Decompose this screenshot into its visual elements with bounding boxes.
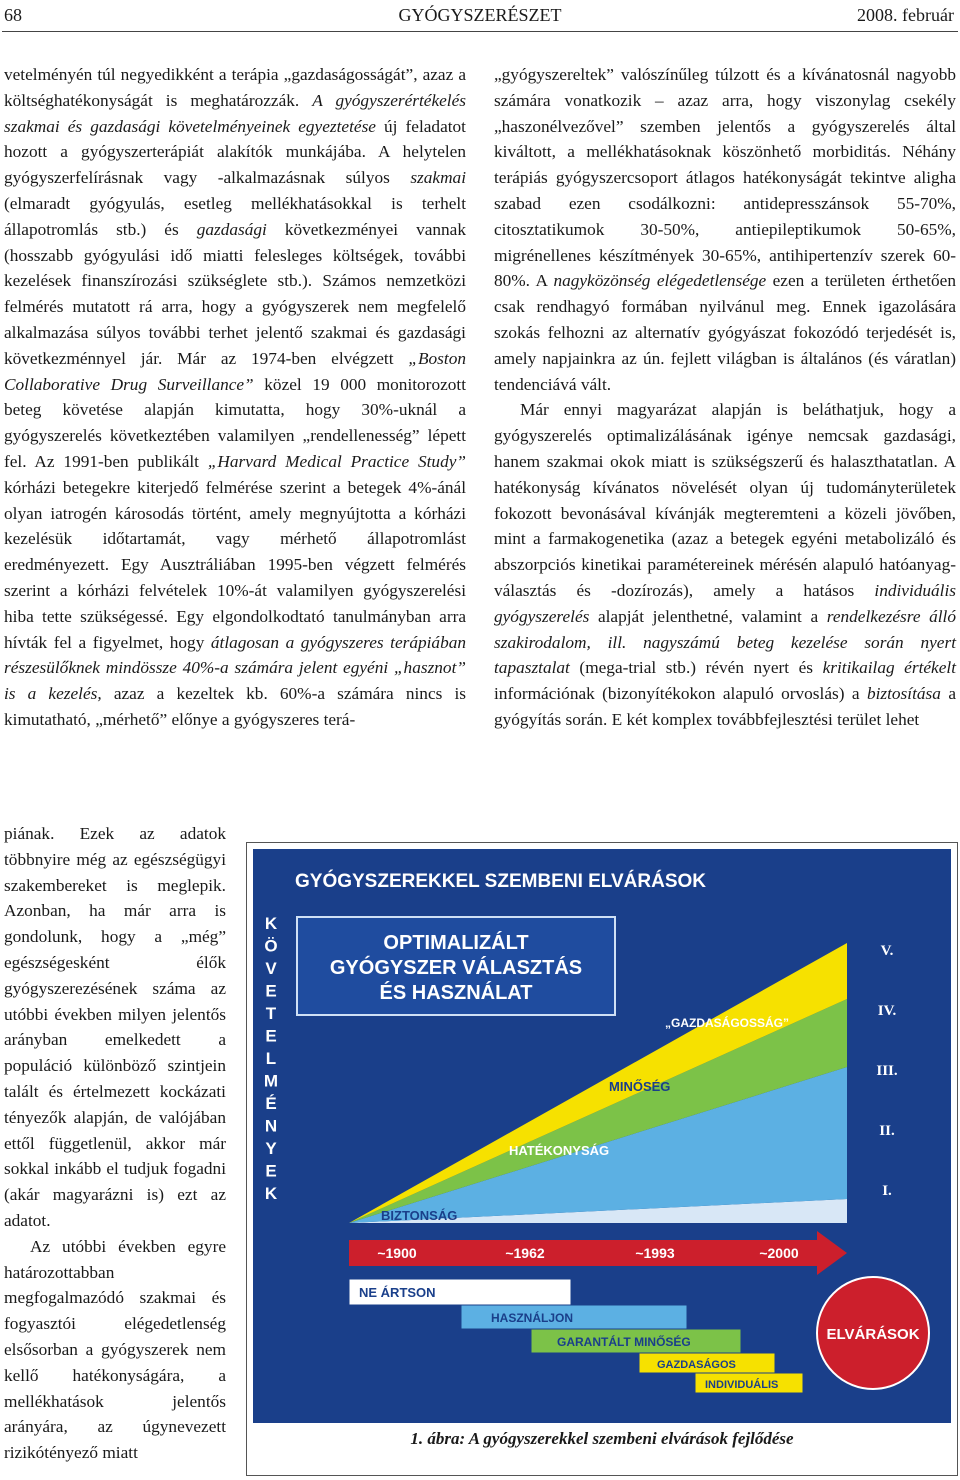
text-run: ezen a területen érthetően csak rendhagyó formában nyilvánul meg. Ennek igazolására szokás felhozni az alternatív gyógyászat fokozódó terjedését is, amely napjainkra az ún. fejlett világban is általános (és váratlan) tendenciává vált. (494, 271, 956, 394)
figure-caption: 1. ábra: A gyógyszerekkel szembeni elvárások fejlődése (410, 1429, 794, 1448)
side-label-letter: T (265, 1004, 277, 1023)
step-label-gazdasagos: GAZDASÁGOS (657, 1359, 736, 1371)
journal-title: GYÓGYSZERÉSZET (398, 5, 562, 25)
top-box-line-2: GYÓGYSZER VÁLASZTÁS (329, 957, 583, 979)
italic-text-run: biztosítása (866, 684, 941, 704)
side-label-letter: L (265, 1049, 277, 1068)
level-v: V. (880, 943, 894, 959)
text-run: alapját jelenthetné, valamint a (589, 606, 827, 626)
text-run: azaz a kezeltek kb. 60%-a számára nincs is kimutatható, „mérhető” előnye a gyógyszeres terá- (4, 684, 467, 729)
text-run: a gyógyítás során. E két komplex továbbfejlesztési terület lehet (494, 684, 956, 729)
italic-text-run: gazdasági (196, 219, 267, 239)
header-rule (2, 31, 958, 32)
italic-text-run: kritikailag értékelt (822, 658, 956, 678)
figure-title: GYÓGYSZEREKKEL SZEMBENI ELVÁRÁSOK (295, 871, 707, 892)
top-box-line-1: OPTIMALIZÁLT (383, 932, 529, 954)
italic-text-run: individuális gyógyszerelés (494, 580, 956, 626)
expectations-label: ELVÁRÁSOK (826, 1326, 920, 1343)
step-label-garantalt-minoseg: GARANTÁLT MINŐSÉG (557, 1335, 691, 1349)
side-label-letter: K (264, 1184, 278, 1203)
left-paragraph-1 (4, 62, 466, 733)
top-box-line-3: ÉS HASZNÁLAT (379, 982, 533, 1004)
text-run: információnak (bizonyítékokon alapuló orvoslás) a (494, 684, 867, 704)
right-paragraph-1 (494, 62, 956, 397)
text-run: (mega-trial stb.) révén nyert és (569, 658, 823, 678)
page-number: 68 (4, 5, 22, 25)
era-1962: ~1962 (505, 1245, 545, 1261)
band-label-gazdasagossag: „GAZDASÁGOSSÁG” (665, 1016, 790, 1030)
italic-text-run: A gyógyszerértékelés szakmai és gazdasági követelményeinek egyeztetése (4, 90, 466, 136)
side-label-letter: M (263, 1071, 279, 1091)
text-run: Már ennyi magyarázat alapján is beláthatjuk, hogy a gyógyszerelés optimalizálásának igénye nemcsak gazdasági, hanem szakmai okok miatt is szükségszerű és halaszthatatlan. A hatékonyság kívánatos növelését olyan új tudományterületek fokozott bevonásával kívánják megteremteni a közeli jövőben, mint a farmakogenetika (azaz a betegek egyéni metabolizáló és abszorpciós kinetikai paramétereinek mérésén alapuló hatóanyag-választás és -dozírozás), amely a hatásos (494, 400, 956, 600)
side-label-letter: K (264, 914, 278, 933)
narrow-paragraph-2: Az utóbbi években egyre határozottabban megfogalmazódó szakmai és fogyasztói elégedetlenség elsősorban a gyógyszerek nem kellő hatékonyságára, a mellékhatások jelentős arányára, az úgynevezett rizikótényező miatt (4, 1236, 226, 1463)
band-label-biztonsag: BIZTONSÁG (381, 1208, 458, 1223)
italic-text-run: „Harvard Medical Practice Study” (207, 451, 466, 471)
side-label-letter: Y (265, 1139, 277, 1158)
italic-text-run: szakmai (410, 168, 466, 188)
right-paragraph-2 (494, 397, 956, 732)
level-iv: IV. (877, 1003, 897, 1019)
era-2000: ~2000 (759, 1245, 799, 1261)
side-label-letter: É (265, 1094, 277, 1113)
left-column-narrow (4, 821, 226, 1466)
italic-text-run: átlagosan a gyógyszeres terápiában részesülőknek mindössze 40%-a számára jelent egyéni „hasznot” is a kezelés, (4, 632, 466, 704)
band-label-hatekonysag: HATÉKONYSÁG (509, 1143, 610, 1158)
side-label-letter: E (265, 981, 277, 1001)
era-1993: ~1993 (635, 1245, 675, 1261)
level-i: I. (882, 1183, 892, 1199)
level-ii: II. (879, 1123, 895, 1139)
issue-date: 2008. február (857, 5, 954, 25)
side-label-letter: V (265, 959, 277, 978)
side-label-letter: E (265, 1161, 277, 1181)
side-label-letter: N (264, 1116, 278, 1136)
level-iii: III. (876, 1063, 898, 1079)
text-run: következményei vannak (hosszabb gyógyulási idő miatti felesleges költségek, további kezelések finanszírozási szükséglete stb.). Számos nemzetközi felmérés mutatott rá arra, hogy a gyógyszerek nem megfelelő alkalmazása súlyos további terhet jelentő szakmai és gazdasági következménnyel jár. Már az 1974-ben elvégzett (4, 219, 466, 368)
italic-text-run: „Boston Collaborative Drug Surveillance” (4, 348, 466, 394)
step-label-individualis: INDIVIDUÁLIS (705, 1379, 779, 1391)
text-run: kórházi betegekre kiterjedő felmérése szerint a betegek 4%-ánál olyan iatrogén károsodás történt, amely megnyújtotta a kórházi kezelésük időtartamát, vagy mérhető állapotromlást eredményezett. Egy Ausztráliában 1995-ben végzett felmérés szerint a kórházi felvételek 10%-át valamilyen gyógyszerelési hiba tette szükségessé. Egy elgondolkodtató tanulmányban arra hívták fel a figyelmet, hogy (4, 477, 466, 652)
left-column-body (4, 62, 466, 733)
running-header (0, 0, 960, 30)
text-run: közel 19 000 monitorozott beteg követése alapján kimutatta, hogy 30%-uknál a gyógyszerelés következtében valamilyen „rendellenesség” lépett fel. Az 1991-ben publikált (4, 374, 466, 471)
italic-text-run: rendelkezésre álló szakirodalom, ill. nagyszámú beteg kezelése során nyert tapasztalat (494, 606, 956, 678)
band-label-minoseg: MINŐSÉG (609, 1079, 671, 1094)
text-run: (elmaradt gyógyulás, esetleg mellékhatásokkal is terhelt állapotromlás stb.) és (4, 193, 466, 239)
narrow-paragraph-continuation: piának. Ezek az adatok többnyire még az egészségügyi szakembereket is meglepik. Azonban, ha már arra is gondolunk, hogy a „még” egészségesként élők gyógyszerezésének száma az utóbbi években milyen jelentős arányban emelkedett a populáció különböző szintjein talált és értelmezett kockázati tényezők alapján, de valójában ettől függetlenül, akkor már sokkal inkább el tudjuk fogadni (akár magyarázni is) ezt az adatot. (4, 824, 226, 1230)
text-run: „gyógyszereltek” valószínűleg túlzott és a kívánatosnál nagyobb számára vonatkozik – azaz arra, hogy viszonylag csekély „haszonélvezővel” szemben jelentős a gyógyszerelés által kiváltott, a mellékhatásoknak köszönhető morbiditás. Néhány terápiás gyógyszercsoport átlagos hatékonyságát tekintve aligha szabad ezen csodálkozni: antidepresszánsok 55-70%, citosztatikumok 30-50%, antiepileptikumok 50-65%, migrénellenes készítmények 30-65%, antihipertenzív szerek 60-80%. A (494, 65, 956, 291)
figure-1 (246, 842, 958, 1476)
right-column-body (494, 62, 956, 733)
step-label-ne-artson: NE ÁRTSON (359, 1285, 436, 1300)
side-label-letter: E (265, 1026, 277, 1046)
text-run: új feladatot hozott a gyógyszerterápiát alakítók munkájába. A helytelen gyógyszerfelírásnak vagy -alkalmazásnak súlyos (4, 116, 466, 188)
step-label-hasznaljon: HASZNÁLJON (491, 1311, 574, 1325)
figure-diagram (247, 843, 957, 1423)
text-run: vetelményén túl negyedikként a terápia „gazdaságosságát”, azaz a költséghatékonyságát is meghatározzák. (4, 65, 466, 110)
italic-text-run: nagyközönség elégedetlensége (553, 271, 767, 291)
side-label-letter: Ö (264, 936, 278, 956)
era-1900: ~1900 (377, 1245, 417, 1261)
